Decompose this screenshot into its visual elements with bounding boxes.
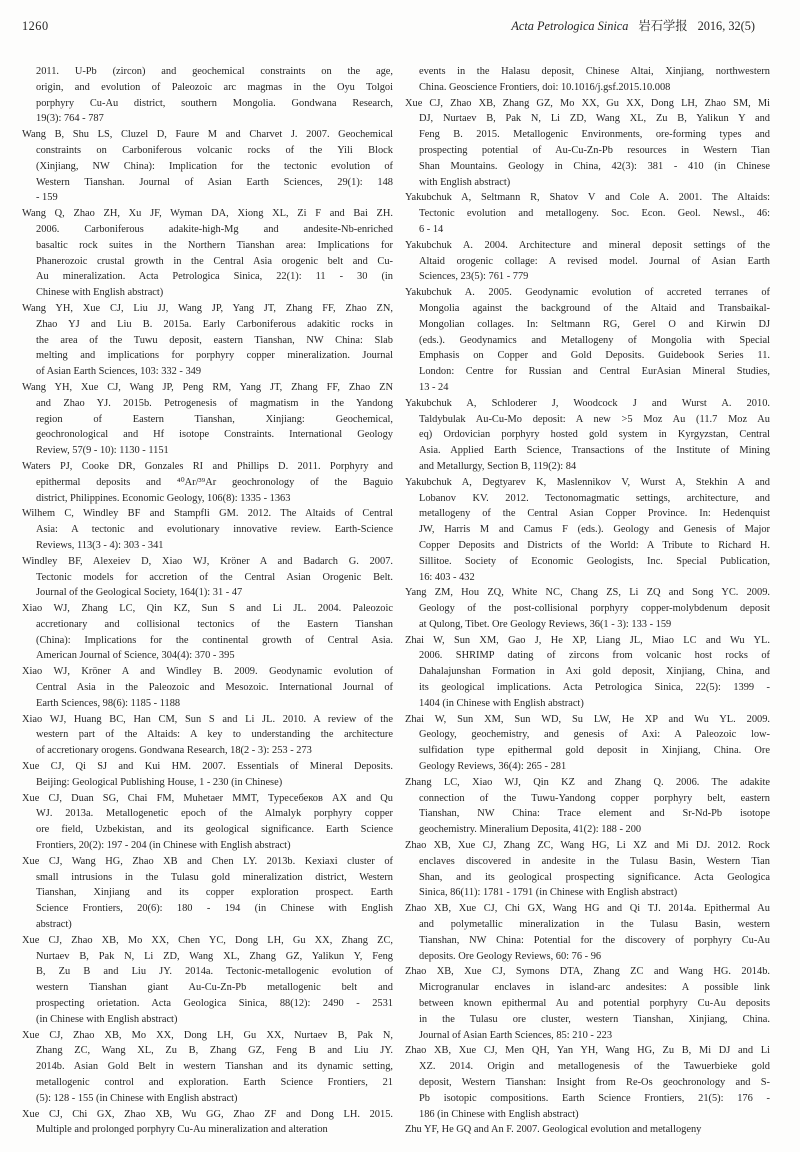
reference-line: Pb isotopic compositions. Earth Science Frontiers, 21(5): 176 -	[419, 1092, 770, 1104]
reference-line: Asia. Applied Earth Science, Transactions of the Institute of Mining	[419, 445, 770, 457]
reference-entry	[22, 712, 393, 759]
reference-line: Dahalajunshan Formation in Axi gold deposit, Xinjiang, China, and	[419, 666, 770, 678]
reference-line: 6 - 14	[419, 223, 444, 235]
reference-line: Windley BF, Alexeiev D, Xiao WJ, Kröner A and Badarch G. 2007.	[22, 555, 393, 567]
reference-line: Shan, and its geological prospecting significance. Acta Geologica	[419, 871, 770, 883]
reference-line: ore field, Uzbekistan, and its geological significance. Earth Science	[36, 824, 393, 836]
reference-line: basaltic rock suites in the Northern Tianshan area: Implications for	[36, 239, 393, 251]
reference-line: Wang YH, Xue CJ, Liu JJ, Wang JP, Yang JT, Zhang FF, Zhao ZN,	[22, 302, 393, 314]
reference-line: (Xinjiang, NW China): Implication for the tectonic evolution of	[36, 160, 393, 172]
reference-entry	[22, 380, 393, 459]
reference-line: B, Zu B and Liu JY. 2014a. Tectonic-metallogenic evolution of	[36, 966, 393, 978]
reference-line: 2011. U-Pb (zircon) and geochemical constraints on the age,	[36, 66, 393, 77]
reference-line: of accretionary orogens. Gondwana Research, 18(2 - 3): 253 - 273	[36, 745, 312, 757]
reference-line: deposit, Western Tianshan: Insight from Re-Os geochronology and S-	[419, 1077, 770, 1088]
reference-line: geochronological and Hf isotope Constraints. International Geology	[36, 429, 393, 441]
reference-line: Yang ZM, Hou ZQ, White NC, Chang ZS, Li ZQ and Song YC. 2009.	[405, 587, 770, 599]
journal-issue: 2016, 32(5)	[697, 19, 755, 33]
reference-line: 2006. SHRIMP dating of zircons from volcanic host rocks of	[419, 650, 770, 662]
reference-line: melting and implications for porphyry copper mineralization. Journal	[36, 350, 393, 362]
reference-entry	[405, 901, 770, 964]
reference-line: the area of the Tuwu deposit, eastern Tianshan, NW China: Slab	[36, 334, 393, 346]
page-number: 1260	[22, 19, 49, 33]
reference-line: Asia: A tectonic and evolutionary innovative review. Earth-Science	[36, 524, 393, 536]
reference-entry	[22, 127, 393, 206]
reference-entry	[22, 459, 393, 506]
reference-line: 13 - 24	[419, 381, 449, 393]
reference-entry	[22, 1028, 393, 1107]
reference-line: its geological implications. Acta Petrologica Sinica, 22(5): 1399 -	[419, 682, 770, 694]
reference-entry	[405, 238, 770, 285]
reference-line: Yakubchuk A, Degtyarev K, Maslennikov V, Wurst A, Stekhin A and	[405, 476, 770, 488]
reference-line: metallogeny of the Central Asian Copper Province. In: Hedenquist	[419, 508, 770, 520]
reference-line: connection of the Tuwu-Yandong copper porphyry belt, eastern	[419, 792, 770, 804]
reference-line: Au mineralization. Acta Petrologica Sinica, 22(1): 11 - 30 (in	[36, 271, 393, 283]
reference-entry	[22, 759, 393, 791]
reference-line: Zhai W, Sun XM, Gao J, He XP, Liang JL, Miao LC and Wu YL.	[405, 634, 770, 646]
journal-title	[511, 16, 755, 34]
reference-line: Xiao WJ, Kröner A and Windley B. 2009. Geodynamic evolution of	[22, 666, 393, 678]
reference-line: district, Philippines. Economic Geology, 106(8): 1335 - 1363	[36, 492, 291, 504]
reference-line: Shan Mountains. Geology in China, 42(3): 381 - 410 (in Chinese	[419, 160, 770, 172]
reference-entry	[405, 190, 770, 237]
reference-line: Yakubchuk A. 2005. Geodynamic evolution of accreted terranes of	[405, 287, 770, 299]
reference-line: in the Tulasu ore cluster, western Tianshan, Xinjiang, China.	[419, 1013, 770, 1025]
reference-line: small intrusions in the Tulasu gold mineralization district, Western	[36, 871, 393, 883]
reference-line: Yakubchuk A. 2004. Architecture and mineral deposit settings of the	[405, 239, 770, 251]
reference-line: Earth Sciences, 98(6): 1185 - 1188	[36, 697, 181, 709]
reference-entry	[22, 1107, 393, 1139]
reference-line: porphyry Cu-Au district, southern Mongolia. Gondwana Research,	[36, 97, 393, 109]
references-column-right	[405, 64, 770, 1138]
reference-entry	[405, 396, 770, 475]
reference-line: Zhao XB, Xue CJ, Chi GX, Wang HG and Qi TJ. 2014a. Epithermal Au	[405, 903, 770, 915]
reference-line: Review, 57(9 - 10): 1130 - 1151	[36, 445, 169, 457]
reference-line: WJ. 2013a. Metallogenetic epoch of the Almalyk porphyry copper	[36, 808, 393, 820]
reference-line: Nurtaev B, Pak N, Li ZD, Wang XL, Zhang GZ, Yalikun Y, Feng	[36, 950, 393, 962]
reference-line: Xue CJ, Chi GX, Zhao XB, Wu GG, Zhao ZF and Dong LH. 2015.	[22, 1108, 393, 1120]
reference-line: Phanerozoic crustal growth in the Central Asia orogenic belt and Cu-	[36, 255, 393, 267]
reference-line: London: Centre for Russian and Central EurAsian Mineral Studies,	[419, 366, 770, 378]
reference-line: Zhao YJ and Liu B. 2015a. Early Carboniferous adakitic rocks in	[36, 318, 393, 330]
reference-entry	[22, 301, 393, 380]
reference-line: JW, Harris M and Camus F (eds.). Geology and Genesis of Major	[419, 524, 770, 536]
reference-line: Xue CJ, Zhao XB, Mo XX, Dong LH, Gu XX, Nurtaev B, Pak N,	[22, 1029, 393, 1041]
reference-line: geochemistry. Mineralium Deposita, 41(2): 188 - 200	[419, 824, 642, 836]
reference-line: metallogenic control and exploration. Earth Science Frontiers, 21	[36, 1077, 393, 1088]
reference-line: Feng B. 2015. Metallogenic Environments, ore-forming types and	[419, 129, 770, 141]
reference-line: Science Frontiers, 20(6): 180 - 194 (in Chinese with English	[36, 903, 393, 915]
reference-line: American Journal of Science, 304(4): 370 - 395	[36, 650, 235, 662]
reference-entry	[22, 854, 393, 933]
reference-line: Zhao XB, Xue CJ, Symons DTA, Zhang ZC and Wang HG. 2014b.	[405, 966, 770, 978]
reference-entry	[22, 933, 393, 1028]
reference-line: Zhang LC, Xiao WJ, Qin KZ and Zhang Q. 2006. The adakite	[405, 776, 770, 788]
reference-line: Tianshan, NW China: Potential for the discovery of porphyry Cu-Au	[419, 934, 770, 946]
reference-line: 186 (in Chinese with English abstract)	[419, 1108, 579, 1120]
reference-line: Sciences, 23(5): 761 - 779	[419, 271, 529, 283]
reference-line: events in the Halasu deposit, Chinese Altai, Xinjiang, northwestern	[419, 66, 770, 77]
reference-line: constraints on Carboniferous volcanic rocks of the Yili Block	[36, 144, 393, 156]
reference-entry	[405, 1043, 770, 1122]
reference-line: enclaves discovered in andesite in the Tulasu Basin, Western Tian	[419, 855, 770, 867]
reference-entry	[22, 64, 393, 127]
reference-line: 2006. Carboniferous adakite-high-Mg and andesite-Nb-enriched	[36, 223, 393, 235]
reference-line: Central Asia in the Paleozoic and Mesozoic. International Journal of	[36, 682, 393, 694]
reference-line: DJ, Nurtaev B, Pak N, Li ZD, Wang XL, Zu B, Yalikun Y and	[419, 113, 770, 125]
reference-line: Mongolian collages. In: Seltmann RG, Gerel O and Kirwin DJ	[419, 318, 770, 330]
reference-line: and Zhao YJ. 2015b. Petrogenesis of magmatism in the Yandong	[36, 397, 393, 409]
reference-line: (in Chinese with English abstract)	[36, 1013, 178, 1025]
reference-line: Sillitoe. Society of Economic Geologists, Inc. Special Publication,	[419, 555, 770, 567]
reference-entry	[405, 964, 770, 1043]
reference-line: prospecting orietation. Acta Geologica Sinica, 88(12): 2490 - 2531	[36, 998, 393, 1010]
reference-line: Wang Q, Zhao ZH, Xu JF, Wyman DA, Xiong XL, Zi F and Bai ZH.	[22, 208, 393, 220]
reference-entry	[405, 775, 770, 838]
reference-line: abstract)	[36, 919, 72, 931]
reference-line: and polymetallic mineralization in the Tulasu Basin, western	[419, 919, 770, 931]
reference-line: of Asian Earth Sciences, 103: 332 - 349	[36, 366, 202, 378]
reference-line: Geology of the post-collisional porphyry copper-molybdenum deposit	[419, 603, 770, 615]
reference-entry	[22, 554, 393, 601]
reference-line: China. Geoscience Frontiers, doi: 10.1016/j.gsf.2015.10.008	[419, 81, 671, 93]
reference-line: prospecting potential of Au-Cu-Zn-Pb resources in Western Tian	[419, 144, 770, 156]
reference-line: Wilhem C, Windley BF and Stampfli GM. 2012. The Altaids of Central	[22, 508, 393, 520]
reference-line: Lobanov KV. 2012. Tectonomagmatic settings, architecture, and	[419, 492, 770, 504]
reference-line: Waters PJ, Cooke DR, Gonzales RI and Phillips D. 2011. Porphyry and	[22, 460, 393, 472]
reference-line: between known epithermal Au and potential porphyry Cu-Au deposits	[419, 998, 770, 1010]
reference-line: Emphasis on Copper and Gold Deposits. Guidebook Series 11.	[419, 350, 770, 362]
reference-entry	[405, 633, 770, 712]
reference-line: Yakubchuk A, Seltmann R, Shatov V and Cole A. 2001. The Altaids:	[405, 192, 770, 204]
reference-line: (China): Implications for the continental growth of Central Asia.	[36, 634, 393, 646]
reference-entry	[405, 585, 770, 632]
reference-line: Xue CJ, Qi SJ and Kui HM. 2007. Essentials of Mineral Deposits.	[22, 761, 393, 773]
reference-line: western part of the Altaids: A key to understanding the architecture	[36, 729, 393, 741]
reference-entry	[22, 791, 393, 854]
reference-line: deposits. Ore Geology Reviews, 60: 76 - 96	[419, 950, 602, 962]
reference-line: Xiao WJ, Huang BC, Han CM, Sun S and Li JL. 2010. A review of the	[22, 713, 393, 725]
reference-entry	[22, 506, 393, 553]
references-section	[22, 64, 770, 1138]
reference-line: origin, and evolution of Paleozoic arc magmas in the Oyu Tolgoi	[36, 81, 393, 93]
reference-line: Geology Reviews, 36(4): 265 - 281	[419, 761, 567, 773]
reference-line: Reviews, 113(3 - 4): 303 - 341	[36, 539, 164, 551]
reference-line: Wang B, Shu LS, Cluzel D, Faure M and Charvet J. 2007. Geochemical	[22, 129, 393, 141]
journal-title-cjk: 岩石学报	[638, 19, 688, 33]
journal-title-latin: Acta Petrologica Sinica	[511, 19, 629, 33]
reference-line: Chinese with English abstract)	[36, 287, 164, 299]
reference-entry	[405, 712, 770, 775]
reference-line: Multiple and prolonged porphyry Cu-Au mineralization and alteration	[36, 1124, 328, 1136]
reference-line: with English abstract)	[419, 176, 511, 188]
reference-line: Zhu YF, He GQ and An F. 2007. Geological evolution and metallogeny	[405, 1124, 702, 1136]
reference-line: (5): 128 - 155 (in Chinese with English abstract)	[36, 1092, 238, 1104]
reference-line: accretionary and collisional tectonics of the Eastern Tianshan	[36, 618, 393, 630]
reference-entry	[22, 664, 393, 711]
reference-line: Journal of the Geological Society, 164(1): 31 - 47	[36, 587, 243, 599]
reference-line: and Metallurgy, Section B, 119(2): 84	[419, 460, 577, 472]
reference-line: Xue CJ, Zhao XB, Mo XX, Chen YC, Dong LH, Gu XX, Zhang ZC,	[22, 934, 393, 946]
reference-line: 1404 (in Chinese with English abstract)	[419, 697, 584, 709]
reference-line: XZ. 2014. Origin and metallogenesis of the Tawuerbieke gold	[419, 1061, 770, 1073]
reference-line: Zhao XB, Xue CJ, Men QH, Yan YH, Wang HG, Zu B, Mi DJ and Li	[405, 1045, 770, 1057]
reference-line: Tianshan, NW China: Trace element and Sr-Nd-Pb isotope	[419, 808, 770, 820]
reference-line: Zhao XB, Xue CJ, Zhang ZC, Wang HG, Li XZ and Mi DJ. 2012. Rock	[405, 840, 770, 852]
reference-line: (eds.). Geodynamics and Metallogeny of Mongolia with Special	[419, 334, 770, 346]
reference-line: Yakubchuk A, Schloderer J, Woodcock J and Wurst A. 2010.	[405, 397, 770, 409]
reference-entry	[405, 285, 770, 396]
reference-line: Taldybulak Au-Cu-Mo deposit: A new >5 Moz Au (11.7 Moz Au	[419, 413, 770, 425]
reference-line: Xue CJ, Zhao XB, Zhang GZ, Mo XX, Gu XX, Dong LH, Zhao SM, Mi	[405, 97, 770, 109]
reference-line: eq) Ordovician porphyry hosted gold system in Kyrgyzstan, Central	[419, 429, 770, 441]
reference-line: Microgranular enclaves in island-arc andesites: A possible link	[419, 982, 770, 994]
reference-entry	[405, 96, 770, 191]
reference-line: 2014b. Asian Gold Belt in western Tianshan and its dynamic setting,	[36, 1061, 393, 1073]
reference-line: Journal of Asian Earth Sciences, 85: 210 - 223	[419, 1029, 613, 1041]
reference-line: Beijing: Geological Publishing House, 1 - 230 (in Chinese)	[36, 776, 283, 788]
reference-line: 16: 403 - 432	[419, 571, 475, 583]
reference-line: epithermal deposits and ⁴⁰Ar/³⁹Ar geochronology of the Baguio	[36, 476, 393, 488]
reference-line: Zhai W, Sun XM, Sun WD, Su LW, He XP and Wu YL. 2009.	[405, 713, 770, 725]
reference-line: sulfidation type epithermal gold deposit in Xinjiang, China. Ore	[419, 745, 770, 757]
reference-line: Xue CJ, Wang HG, Zhao XB and Chen LY. 2013b. Kexiaxi cluster of	[22, 855, 393, 867]
reference-line: Sinica, 86(11): 1781 - 1791 (in Chinese with English abstract)	[419, 887, 678, 899]
page-header	[22, 16, 755, 34]
reference-line: Xue CJ, Duan SG, Chai FM, Muhetaer MMT, Туресебеков AX and Qu	[22, 792, 393, 804]
reference-line: Copper Deposits and Districts of the World: A Tribute to Richard H.	[419, 539, 770, 551]
reference-line: Mongolia against the background of the Altaid and Transbaikal-	[419, 302, 770, 314]
reference-line: region of Eastern Tianshan, Xinjiang: Geochemical,	[36, 413, 393, 425]
reference-line: Western Tianshan. Journal of Asian Earth Sciences, 29(1): 148	[36, 176, 393, 188]
reference-line: Zhang ZC, Wang XL, Zu B, Zhang GZ, Feng B and Liu JY.	[36, 1045, 393, 1057]
reference-entry	[405, 838, 770, 901]
reference-line: Tianshan, Xinjiang and its copper exploration prospect. Earth	[36, 887, 393, 899]
reference-entry	[22, 601, 393, 664]
reference-entry	[22, 206, 393, 301]
reference-line: Xiao WJ, Zhang LC, Qin KZ, Sun S and Li JL. 2004. Paleozoic	[22, 603, 393, 615]
reference-entry	[405, 475, 770, 586]
reference-line: at Qulong, Tibet. Ore Geology Reviews, 36(1 - 3): 133 - 159	[419, 618, 672, 630]
reference-line: - 159	[36, 192, 58, 204]
reference-line: Wang YH, Xue CJ, Wang JP, Peng RM, Yang JT, Zhang FF, Zhao ZN	[22, 381, 393, 393]
reference-line: Tectonic evolution and metallogeny. Soc. Econ. Geol. Newsl., 46:	[419, 208, 770, 220]
reference-line: Altaid orogenic collage: A revised model. Journal of Asian Earth	[419, 255, 770, 267]
references-column-left	[22, 64, 393, 1138]
reference-line: 19(3): 764 - 787	[36, 113, 104, 125]
reference-line: Tectonic models for accretion of the Central Asian Orogenic Belt.	[36, 571, 393, 583]
reference-line: western Tianshan giant Au-Cu-Zn-Pb metallogenic belt and	[36, 982, 393, 994]
reference-line: Geology, geochemistry, and genesis of Axi: A Paleozoic low-	[419, 729, 770, 741]
reference-entry	[405, 64, 770, 96]
reference-entry	[405, 1122, 770, 1138]
reference-line: Frontiers, 20(2): 197 - 204 (in Chinese with English abstract)	[36, 840, 291, 852]
